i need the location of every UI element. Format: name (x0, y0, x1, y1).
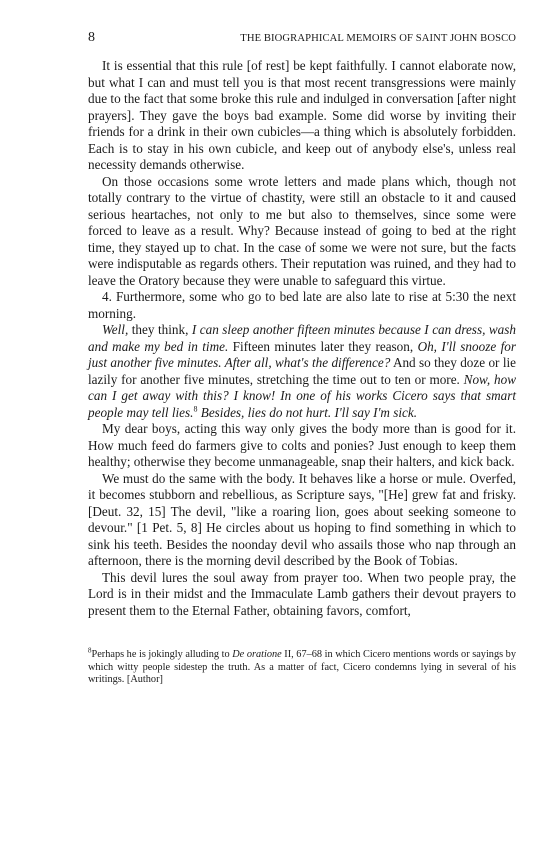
footnote-mark: 8 (88, 646, 92, 655)
text-run: And so they doze or lie lazily for another five minutes, stretching the time out to ten or more. (88, 355, 516, 387)
text-run: It is essential that this rule [of rest] be kept faithfully. I cannot elaborate now, but what I can and must tell you is that most recent transgressions were mainly due to the fact that some broke this rule and indulged in conversation [after night prayers]. They gave the boys bad example. Some did worse by inviting their friends for a drink in their own cubicles—a thing which is absolutely forbidden. Each is to stay in his own cubicle, and keep out of anybody else's, unless real necessity demands otherwise. (88, 58, 516, 172)
text-run: Perhaps he is jokingly alluding to (91, 649, 233, 660)
italic-text: Oh, I'll snooze for just another five minutes. After all, what's the difference? (88, 338, 516, 370)
paragraph (88, 58, 516, 174)
paragraph (88, 174, 516, 290)
text-run: they think, (128, 322, 192, 337)
body-text (88, 58, 516, 619)
page-header (88, 30, 516, 50)
italic-text: Besides, lies do not hurt. I'll say I'm sick. (197, 404, 418, 420)
text-run: My dear boys, acting this way only gives the body more than is good for it. How much feed do farmers give to colts and ponies? Just enough to keep them healthy; otherwise they become unmanageable, snap their halters, and kick back. (88, 421, 516, 469)
italic-text: Now, how can I get away with this? I know! In one of his works Cicero says that smart people may tell lies. (88, 371, 516, 420)
paragraph (88, 421, 516, 471)
text-run: Fifteen minutes later they reason, (228, 338, 418, 354)
text-run: II, 67–68 in which Cicero mentions words or sayings by which witty people sidestep the truth. As a matter of fact, Cicero condemns lying in several of his writings. [Author] (88, 649, 516, 685)
paragraph (88, 471, 516, 570)
text-run: We must do the same with the body. It behaves like a horse or mule. Overfed, it becomes stubborn and rebellious, as Scripture says, "[He] grew fat and frisky. [Deut. 32, 15] The devil, "like a roaring lion, goes about seeking someone to devour." [1 Pet. 5, 8] He circles about us hoping to find something in which to sink his teeth. Besides the noonday devil who assails those who nap through an afternoon, there is the morning devil described by the Book of Tobias. (88, 470, 516, 568)
paragraph (88, 322, 516, 421)
book-page (88, 30, 516, 687)
text-run: On those occasions some wrote letters and made plans which, though not totally contrary to the virtue of chastity, were still an obstacle to it and caused serious heartaches, not only to me but also to themselves, since some were forced to leave as a result. Why? Because instead of going to bed at the right time, they stayed up to chat. In the case of some we were not sure, but the facts were indisputable as regards others. Their reputation was ruined, and they had to leave the Oratory because they were unable to safeguard this virtue. (88, 173, 516, 288)
italic-text: Well, (102, 322, 129, 337)
paragraph (88, 289, 516, 322)
page-number: 8 (88, 30, 95, 45)
text-run: This devil lures the soul away from prayer too. When two people pray, the Lord is in their midst and the Immaculate Lamb gathers their devout prayers to present them to the Eternal Father, obtaining favors, comfort, (88, 569, 516, 618)
footnote-reference: 8 (193, 404, 198, 414)
text-run: 4. Furthermore, some who go to bed late are also late to rise at 5:30 the next morning. (88, 289, 516, 321)
paragraph (88, 570, 516, 620)
italic-text: De oratione (232, 649, 282, 660)
italic-text: I can sleep another fifteen minutes because I can dress, wash and make my bed in time. (88, 322, 516, 354)
running-head: THE BIOGRAPHICAL MEMOIRS OF SAINT JOHN BOSCO (240, 33, 516, 44)
footnote (88, 646, 516, 687)
